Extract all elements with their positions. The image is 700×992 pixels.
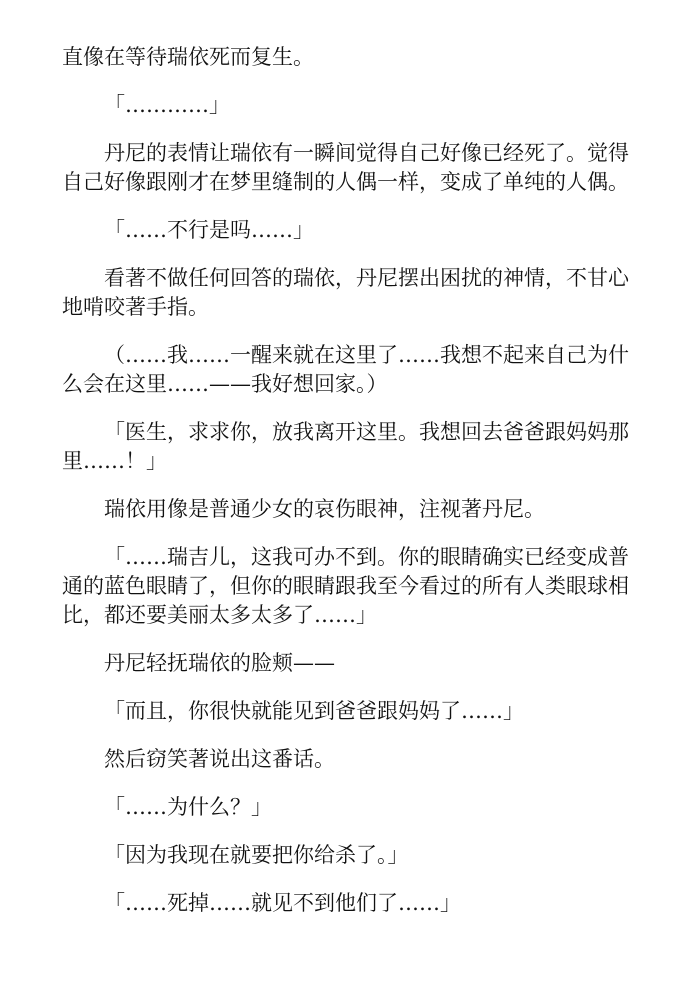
paragraph-narration: 然后窃笑著说出这番话。 xyxy=(104,747,335,771)
paragraph-dialogue: 「而且，你很快就能见到爸爸跟妈妈了……」 xyxy=(104,699,524,723)
paragraph-continuation: 直像在等待瑞依死而复生。 xyxy=(62,45,314,69)
document-page xyxy=(62,43,638,937)
paragraph-narration: 看著不做任何回答的瑞依，丹尼摆出困扰的神情，不甘心地啃咬著手指。 xyxy=(62,266,629,319)
paragraph-dialogue: 「医生，求求你，放我离开这里。我想回去爸爸跟妈妈那里……！」 xyxy=(62,420,629,473)
paragraph-dialogue: 「……不行是吗……」 xyxy=(104,218,314,242)
paragraph-dialogue: 「……瑞吉儿，这我可办不到。你的眼睛确实已经变成普通的蓝色眼睛了，但你的眼睛跟我至今看过的所有人类眼球相比，都还要美丽太多太多了……」 xyxy=(62,545,629,627)
paragraph-narration: 丹尼的表情让瑞依有一瞬间觉得自己好像已经死了。觉得自己好像跟刚才在梦里缝制的人偶一样，变成了单纯的人偶。 xyxy=(62,141,629,194)
paragraph-dialogue: 「因为我现在就要把你给杀了。」 xyxy=(104,843,409,867)
paragraph-narration: 瑞依用像是普通少女的哀伤眼神，注视著丹尼。 xyxy=(104,497,545,521)
paragraph-dialogue: 「……死掉……就见不到他们了……」 xyxy=(104,891,461,915)
paragraph-dialogue: 「…………」 xyxy=(104,93,230,117)
paragraph-dialogue: 「……为什么？」 xyxy=(104,795,272,819)
paragraph-inner-thought: （……我……一醒来就在这里了……我想不起来自己为什么会在这里……——我好想回家。） xyxy=(62,343,629,396)
paragraph-narration: 丹尼轻抚瑞依的脸颊—— xyxy=(104,651,335,675)
